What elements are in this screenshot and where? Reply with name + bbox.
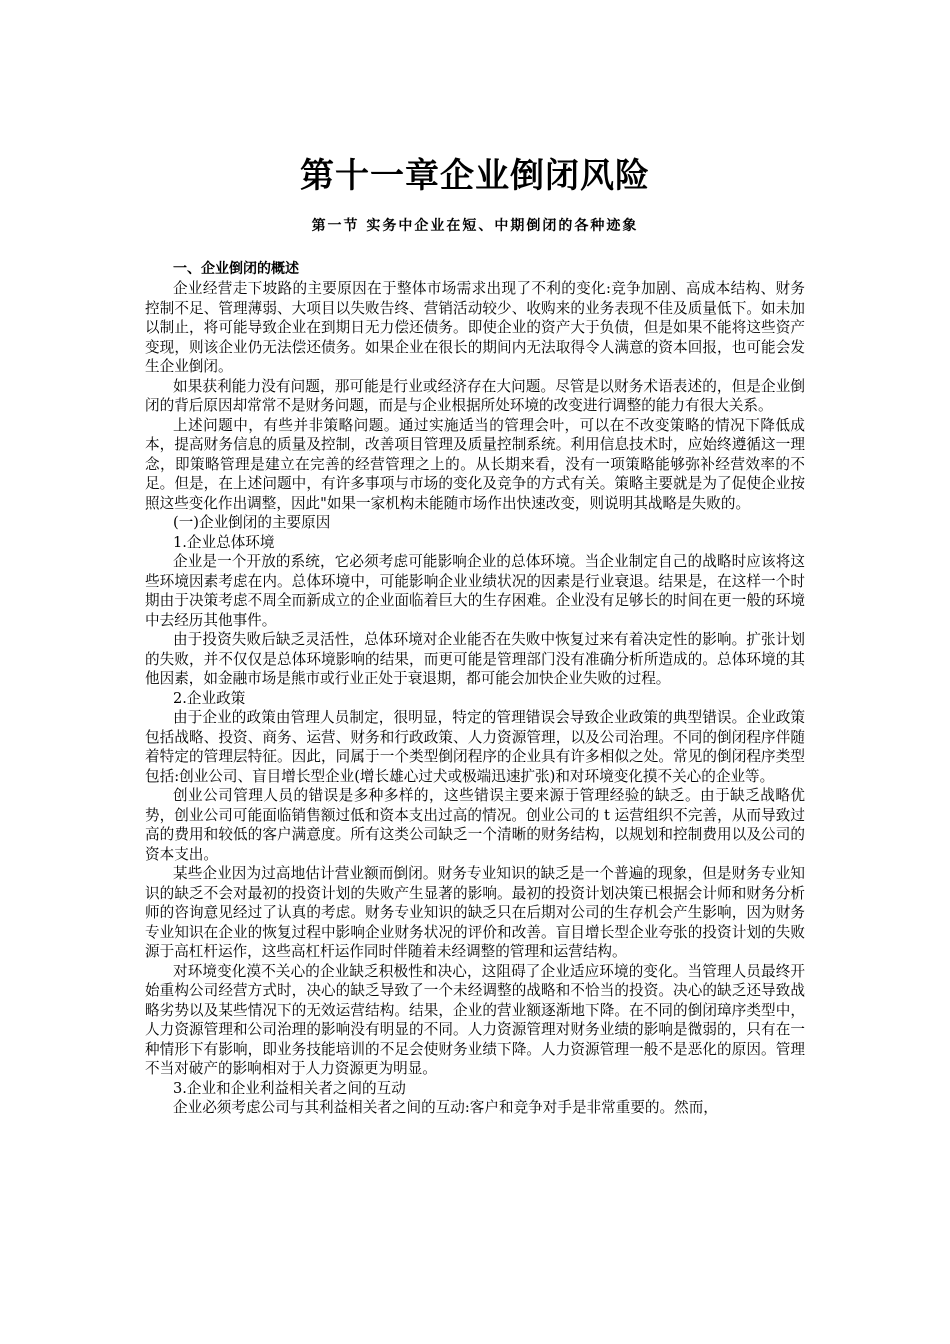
document-page	[145, 150, 805, 1118]
paragraph: 某些企业因为过高地估计营业额而倒闭。财务专业知识的缺乏是一个普遍的现象，但是财务专业知识的缺乏不会对最初的投资计划的失败产生显著的影响。最初的投资计划决策已根据会计师和财务分析师的咨询意见经过了认真的考虑。财务专业知识的缺乏只在后期对公司的生存机会产生影响，因为财务专业知识在企业的恢复过程中影响企业财务状况的评价和改善。盲目增长型企业夸张的投资计划的失败源于高杠杆运作，这些高杠杆运作同时伴随着未经调整的管理和运营结构。	[145, 865, 805, 960]
paragraph: 企业是一个开放的系统，它必须考虑可能影响企业的总体环境。当企业制定自己的战略时应该将这些环境因素考虑在内。总体环境中，可能影响企业业绩状况的因素是行业衰退。结果是，在这样一个时期由于决策考虑不周全而新成立的企业面临着巨大的生存困难。企业没有足够长的时间在更一般的环境中去经历其他事件。	[145, 553, 805, 629]
subheading-policy: 2.企业政策	[173, 689, 246, 707]
paragraph: 如果获利能力没有问题，那可能是行业或经济存在大问题。尽管是以财务术语表述的，但是企业倒闭的背后原因却常常不是财务问题，而是与企业根据所处环境的改变进行调整的能力有很大关系。	[145, 377, 805, 414]
heading-overview: 一、企业倒闭的概述	[173, 261, 299, 277]
paragraph: 企业必须考虑公司与其利益相关者之间的互动:客户和竞争对手是非常重要的。然而，	[173, 1099, 718, 1116]
subheading-main-causes: (一)企业倒闭的主要原因	[173, 514, 331, 531]
chapter-title: 第十一章企业倒闭风险	[300, 156, 650, 196]
paragraph: 由于投资失败后缺乏灵活性，总体环境对企业能否在失败中恢复过来有着决定性的影响。扩张计划的失败，并不仅仅是总体环境影响的结果，而更可能是管理部门没有准确分析所造成的。总体环境的其他因素，如金融市场是熊市或行业正处于衰退期，都可能会加快企业失败的过程。	[145, 631, 805, 687]
subheading-environment: 1.企业总体环境	[173, 533, 275, 551]
section-title: 第一节 实务中企业在短、中期倒闭的各种迹象	[311, 218, 639, 234]
subheading-stakeholders: 3.企业和企业利益相关者之间的互动	[173, 1079, 406, 1097]
paragraph: 上述问题中，有些并非策略问题。通过实施适当的管理会叶，可以在不改变策略的情况下降低成本，提高财务信息的质量及控制，改善项目管理及质量控制系统。利用信息技术时，应始终遵循这一理念，即策略管理是建立在完善的经营管理之上的。从长期来看，没有一项策略能够弥补经营效率的不足。但是，在上述问题中，有许多事项与市场的变化及竞争的方式有关。策略主要就是为了促使企业按照这些变化作出调整，因此"如果一家机构未能随市场作出快速改变，则说明其战略是失败的。	[145, 416, 805, 512]
paragraph: 创业公司管理人员的错误是多种多样的，这些错误主要来源于管理经验的缺乏。由于缺乏战略优势，创业公司可能面临销售额过低和资本支出过高的情况。创业公司的 t 运营组织不完善，从而导致过高的费用和较低的客户满意度。所有这类公司缺乏一个清晰的财务结构，以规划和控制费用以及公司的资本支出。	[145, 787, 805, 863]
paragraph: 企业经营走下坡路的主要原因在于整体市场需求出现了不利的变化:竞争加剧、高成本结构、财务控制不足、管理薄弱、大项目以失败告终、营销活动较少、收购来的业务表现不佳及质量低下。如未加以制止，将可能导致企业在到期日无力偿还债务。即使企业的资产大于负债，但是如果不能将这些资产变现，则该企业仍无法偿还债务。如果企业在很长的期间内无法取得令人满意的资本回报，也可能会发生企业倒闭。	[145, 280, 805, 375]
paragraph: 由于企业的政策由管理人员制定，很明显，特定的管理错误会导致企业政策的典型错误。企业政策包括战略、投资、商务、运营、财务和行政政策、人力资源管理，以及公司治理。不同的倒闭程序伴随着特定的管理层特征。因此，同属于一个类型倒闭程序的企业具有许多相似之处。常见的倒闭程序类型包括:创业公司、盲目增长型企业(增长雄心过犬或极端迅速扩张)和对环境变化摸不关心的企业等。	[145, 709, 805, 785]
paragraph: 对环境变化漠不关心的企业缺乏积极性和决心，这阻碍了企业适应环境的变化。当管理人员最终开始重构公司经营方式时，决心的缺乏导致了一个未经调整的战略和不恰当的投资。决心的缺乏还导致战略劣势以及某些情况下的无效运营结构。结果，企业的营业额逐渐地下降。在不同的倒闭璋序类型中，人力资源管理和公司治理的影响没有明显的不同。人力资源管理对财务业绩的影响是微弱的，只有在一种情形下有影响，即业务技能培训的不足会使财务业绩下降。人力资源管理一般不是恶化的原因。管理不当对破产的影响相对于人力资源更为明显。	[145, 962, 805, 1077]
